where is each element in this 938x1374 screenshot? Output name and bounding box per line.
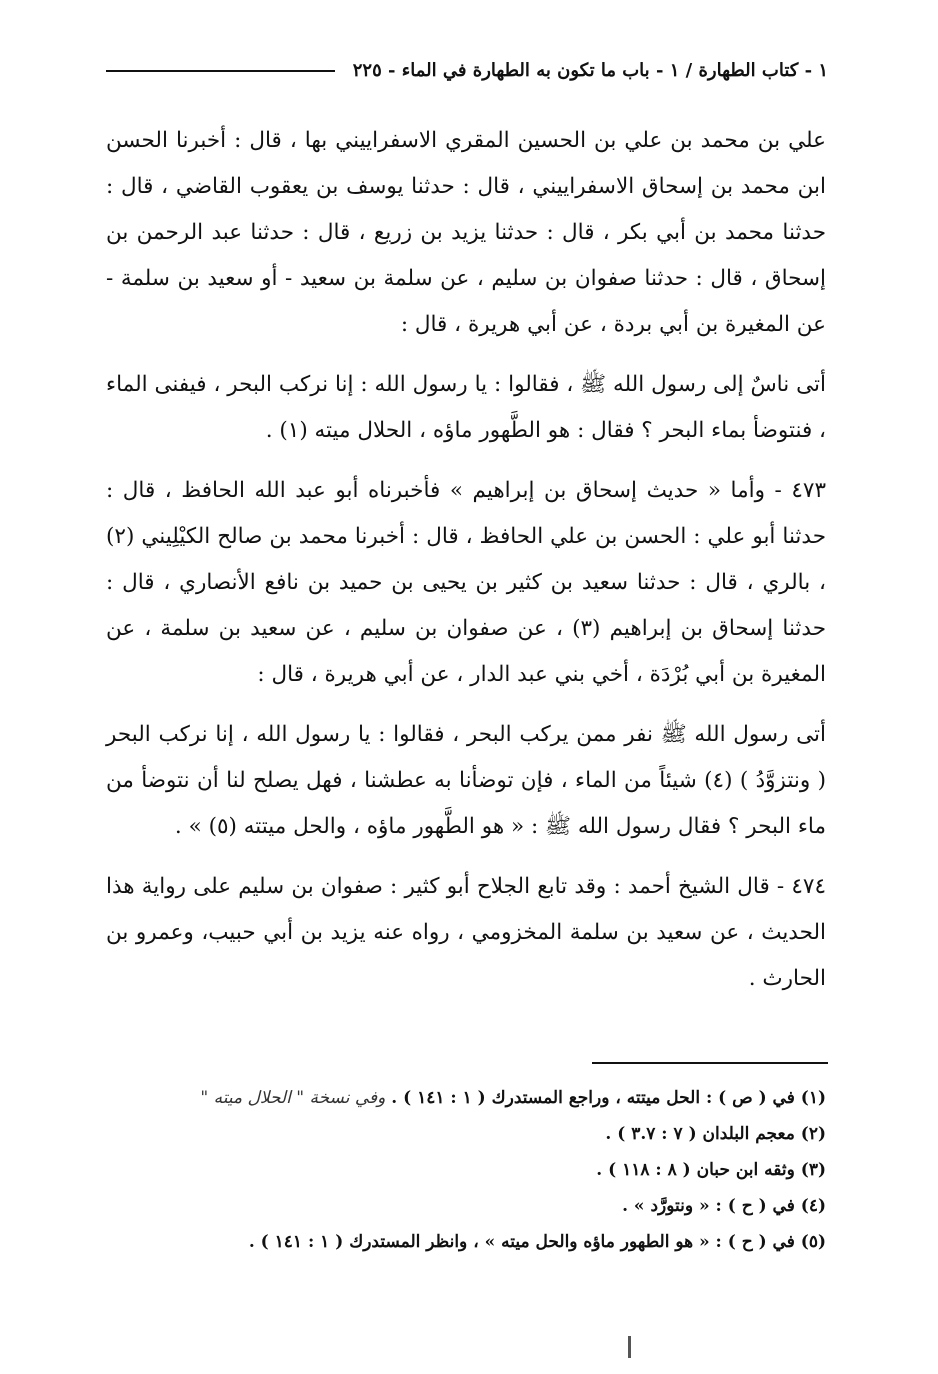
main-text	[106, 118, 826, 1016]
hadith-text-2: أتى رسول الله ﷺ نفر ممن يركب البحر ، فقالوا : يا رسول الله ، إنا نركب البحر ( ونتزوَّدُ ) (٤) شيئاً من الماء ، فإن توضأنا به عطشنا ، فهل يصلح لنا أن نتوضأ من ماء البحر ؟ فقال رسول الله ﷺ : « هو الطَّهور ماؤه ، والحل ميتته (٥) » .	[106, 722, 827, 839]
footnote-4: (٤) في ( ح ) : « ونتورَّد » .	[622, 1196, 826, 1216]
isnad-paragraph-1: علي بن محمد بن علي بن الحسين المقري الاسفراييني بها ، قال : أخبرنا الحسن ابن محمد بن إسحاق الاسفراييني ، قال : حدثنا يوسف بن يعقوب القاضي ، قال : حدثنا محمد بن أبي بكر ، قال : حدثنا يزيد بن زريع ، قال : حدثنا عبد الرحمن بن إسحاق ، قال : حدثنا صفوان بن سليم ، عن سلمة بن سعيد - أو سعيد بن سلمة - عن المغيرة بن أبي بردة ، عن أبي هريرة ، قال :	[106, 128, 826, 337]
header-rule	[106, 70, 335, 72]
footnote-1-text: (١) في ( ص ) : الحل ميتته ، وراجع المستدرك ( ١ : ١٤١ ) .	[391, 1088, 826, 1108]
footnotes	[100, 1080, 826, 1260]
footnote-1	[100, 1080, 826, 1116]
hadith-474-note: ٤٧٤ - قال الشيخ أحمد : وقد تابع الجلاح أبو كثير : صفوان بن سليم على رواية هذا الحديث ، عن سعيد بن سلمة المخزومي ، رواه عنه يزيد بن أبي حبيب، وعمرو بن الحارث .	[106, 874, 826, 991]
footnote-3: (٣) وثقه ابن حبان ( ٨ : ١١٨ ) .	[596, 1160, 826, 1180]
footnote-2: (٢) معجم البلدان ( ٧ : ٣.٧ ) .	[605, 1124, 826, 1144]
scan-mark	[628, 1336, 631, 1358]
footnote-5: (٥) في ( ح ) : « هو الطهور ماؤه والحل ميته » ، وانظر المستدرك ( ١ : ١٤١ ) .	[248, 1232, 826, 1252]
handwritten-annotation: وفي نسخة " الحلال ميته "	[200, 1088, 386, 1108]
running-head-text: ١ - كتاب الطهارة / ١ - باب ما تكون به الطهارة في الماء - ٢٢٥	[352, 60, 828, 81]
footnote-separator	[592, 1062, 828, 1064]
hadith-473-isnad: ٤٧٣ - وأما « حديث إسحاق بن إبراهيم » فأخبرناه أبو عبد الله الحافظ ، قال : حدثنا أبو علي : الحسن بن علي الحافظ ، قال : أخبرنا محمد بن صالح الكيْلِيني (٢) ، بالري ، قال : حدثنا سعيد بن كثير بن يحيى بن حميد بن نافع الأنصاري ، قال : حدثنا إسحاق بن إبراهيم (٣) ، عن صفوان بن سليم ، عن سعيد بن سلمة ، عن المغيرة بن أبي بُرْدَة ، أخي بني عبد الدار ، عن أبي هريرة ، قال :	[106, 478, 826, 687]
hadith-text-1: أتى ناسٌ إلى رسول الله ﷺ ، فقالوا : يا رسول الله : إنا نركب البحر ، فيفنى الماء ، فنتوضأ بماء البحر ؟ فقال : هو الطَّهور ماؤه ، الحلال ميته (١) .	[106, 372, 826, 443]
running-header	[106, 60, 828, 81]
